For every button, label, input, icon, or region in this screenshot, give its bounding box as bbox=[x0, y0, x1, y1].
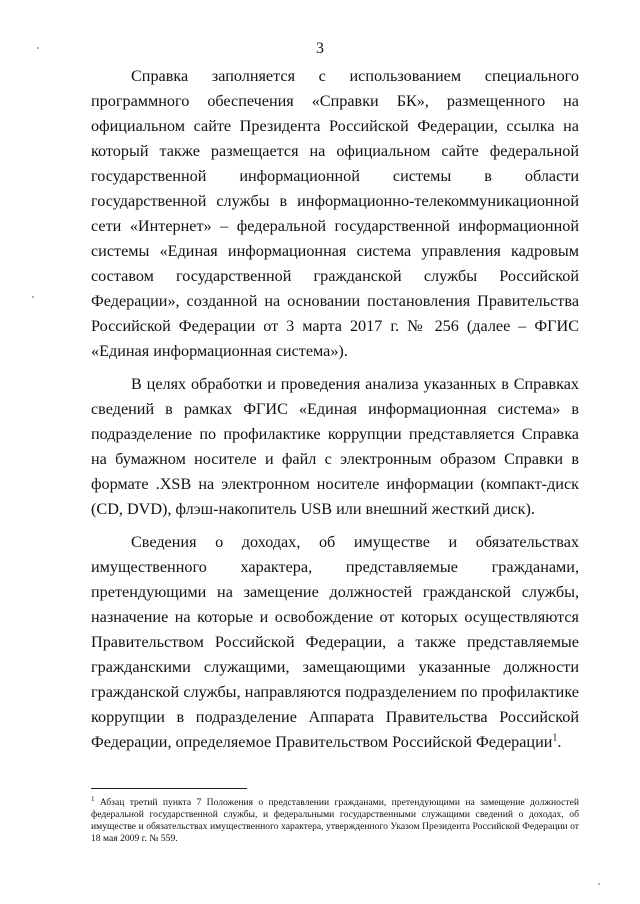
footnote bbox=[91, 794, 579, 845]
footnote-separator bbox=[91, 788, 247, 789]
footnote-text: Абзац третий пункта 7 Положения о представлении гражданами, претендующими на замещение должностей федеральной государственной службы, и федеральными государственными служащими сведений о доходах, об имуществе и обязательствах имущественного характера, утвержденного Указом Президента Российской Федерации от 18 мая 2009 г. № 559. bbox=[91, 797, 579, 844]
footnote-mark: 1 bbox=[91, 794, 95, 803]
paragraph-processing: В целях обработки и проведения анализа указанных в Справках сведений в рамках ФГИС «Единая информационная система» в подразделение по профилактике коррупции представляется Справка на бумажном носителе и файл с электронным образом Справки в формате .XSB на электронном носителе информации (компакт-диск (CD, DVD), флэш-накопитель USB или внешний жесткий диск). bbox=[91, 375, 579, 518]
scan-speck bbox=[32, 296, 34, 298]
footnote-reference[interactable]: 1 bbox=[552, 732, 558, 744]
paragraph-income-text: Сведения о доходах, об имуществе и обязательствах имущественного характера, представляемые гражданами, претендующими на замещение должностей гражданской службы, назначение на которые и освобождение от которых осуществляются Правительством Российской Федерации, а также представляемые гражданскими служащими, замещающими указанные должности гражданской службы, направляются подразделением по профилактике коррупции в подразделение Аппарата Правительства Российской Федерации, определяемое Правительством Российской Федерации bbox=[91, 533, 579, 751]
scan-speck bbox=[37, 47, 39, 49]
document-body bbox=[91, 64, 579, 763]
paragraph-software: Справка заполняется с использованием специального программного обеспечения «Справки БК», размещенного на официальном сайте Президента Российской Федерации, ссылка на который также размещается на официальном сайте федеральной государственной информационной системы в области государственной службы в информационно-телекоммуникационной сети «Интернет» – федеральной государственной информационной системы «Единая информационная система управления кадровым составом государственной гражданской службы Российской Федерации», созданной на основании постановления Правительства Российской Федерации от 3 марта 2017 г. № 256 (далее – ФГИС «Единая информационная система»). bbox=[91, 67, 579, 360]
page-number: 3 bbox=[316, 40, 324, 57]
scan-speck bbox=[598, 883, 600, 885]
paragraph-income-info: Сведения о доходах, об имуществе и обязательствах имущественного характера, представляемые гражданами, претендующими на замещение должностей гражданской службы, назначение на которые и освобождение от которых осуществляются Правительством Российской Федерации, а также представляемые гражданскими служащими, замещающими указанные должности гражданской службы, направляются подразделением по профилактике коррупции в подразделение Аппарата Правительства Российской Федерации, определяемое Правительством Российской Федерации$^1$. bbox=[91, 533, 579, 751]
